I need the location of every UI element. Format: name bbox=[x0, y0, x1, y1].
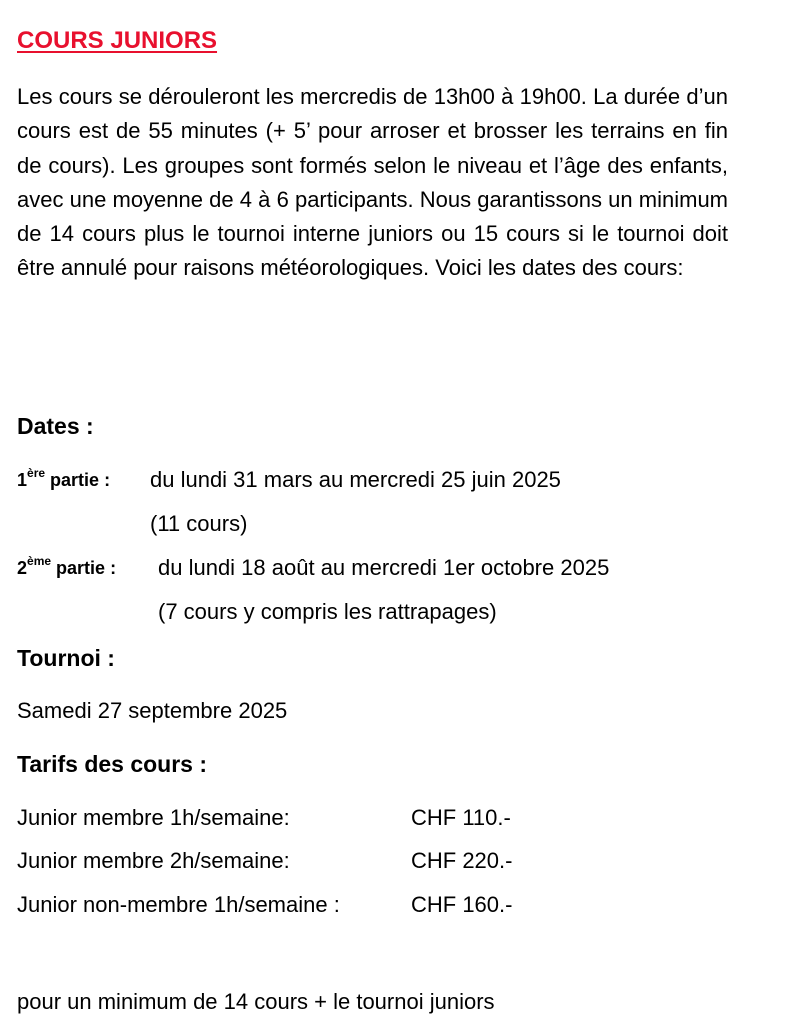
tarif-row-1-price: CHF 110.- bbox=[411, 805, 511, 830]
tournoi-date: Samedi 27 septembre 2025 bbox=[17, 698, 288, 723]
tarifs-heading: Tarifs des cours : bbox=[17, 751, 208, 777]
tarif-row-2-label: Junior membre 2h/semaine: bbox=[17, 848, 290, 873]
page-title: COURS JUNIORS bbox=[17, 27, 218, 54]
footer-note: pour un minimum de 14 cours + le tournoi juniors bbox=[17, 989, 495, 1014]
dates-heading: Dates : bbox=[17, 413, 94, 439]
part-2-label: 2ème partie : bbox=[17, 554, 117, 578]
part-1-label: 1ère partie : bbox=[17, 466, 111, 490]
tournoi-heading: Tournoi : bbox=[17, 645, 115, 671]
part-1-date-range: du lundi 31 mars au mercredi 25 juin 2025 bbox=[150, 467, 561, 492]
tarif-row-2-price: CHF 220.- bbox=[411, 848, 513, 873]
tarif-row-1-label: Junior membre 1h/semaine: bbox=[17, 805, 290, 830]
tarif-row-3-label: Junior non-membre 1h/semaine : bbox=[17, 892, 340, 917]
intro-paragraph: Les cours se dérouleront les mercredis de 13h00 à 19h00. La durée d’un cours est de 55 minutes (+ 5’ pour arroser et brosser les terrains en fin de cours). Les groupes sont formés selon le niveau et l’âge des enfants, avec une moyenne de 4 à 6 participants. Nous garantissons un minimum de 14 cours plus le tournoi interne juniors ou 15 cours si le tournoi doit être annulé pour raisons météorologiques. Voici les dates des cours: bbox=[17, 84, 728, 281]
tarif-row-3-price: CHF 160.- bbox=[411, 892, 513, 917]
part-1-note: (11 cours) bbox=[150, 511, 248, 536]
part-2-date-range: du lundi 18 août au mercredi 1er octobre 2025 bbox=[158, 555, 610, 580]
part-2-note: (7 cours y compris les rattrapages) bbox=[158, 599, 497, 624]
